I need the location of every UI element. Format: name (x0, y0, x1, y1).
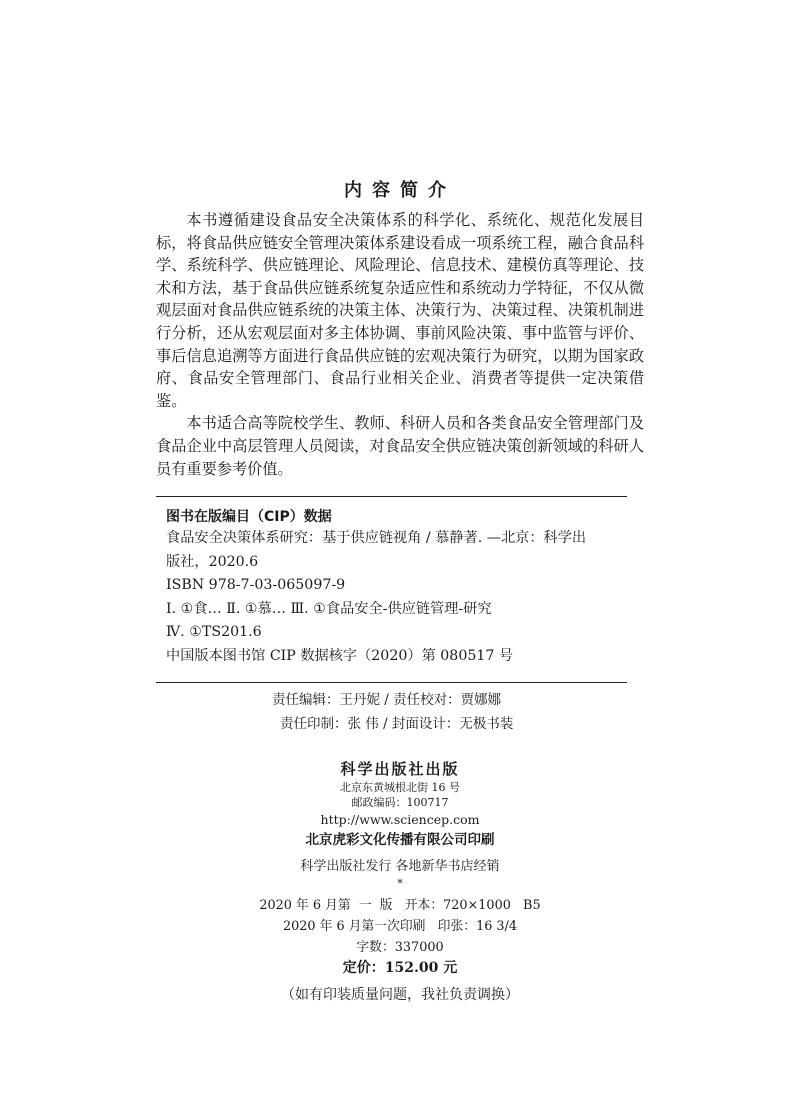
publisher-zip: 邮政编码：100717 (351, 796, 449, 809)
cip-line-record-number: 中国版本图书馆 CIP 数据核字（2020）第 080517 号 (166, 647, 514, 664)
editors-line-1: 责任编辑：王丹妮 / 责任校对：贾娜娜 (272, 692, 502, 708)
printing-line: 2020 年 6 月第一次印刷 印张：16 3/4 (282, 919, 518, 934)
distribution-line: 科学出版社发行 各地新华书店经销 (300, 859, 500, 874)
spec-block (200, 895, 600, 958)
separator-star: * (397, 877, 403, 890)
cip-block (166, 527, 626, 668)
quality-note: （如有印装质量问题，我社负责调换） (281, 987, 519, 1003)
cip-top-rule (156, 496, 627, 497)
cip-title: 图书在版编目（CIP）数据 (166, 509, 332, 525)
intro-paragraph-1: 本书遵循建设食品安全决策体系的科学化、系统化、规范化发展目标，将食品供应链安全管理决策体系建设看成一项系统工程，融合食品科学、系统科学、供应链理论、风险理论、信息技术、建模仿真等理论、技术和方法，基于食品供应链系统复杂适应性和系统动力学特征，不仅从微观层面对食品供应链系统的决策主体、决策行为、决策过程、决策机制进行分析，还从宏观层面对多主体协调、事前风险决策、事中监管与评价、事后信息追溯等方面进行食品供应链的宏观决策行为研究，以期为国家政府、食品安全管理部门、食品行业相关企业、消费者等提供一定决策借鉴。 (156, 211, 644, 410)
printer-name: 北京虎彩文化传播有限公司印刷 (305, 832, 495, 848)
editors-block (272, 688, 513, 736)
publisher-block (200, 758, 600, 889)
word-count-line: 字数：337000 (356, 940, 444, 955)
cip-line-isbn: ISBN 978-7-03-065097-9 (166, 577, 346, 593)
cip-line-classification: Ⅳ. ①TS201.6 (166, 624, 262, 640)
publisher-url: http://www.sciencep.com (320, 812, 480, 827)
cip-line-title: 食品安全决策体系研究：基于供应链视角 / 慕静著. —北京：科学出 (166, 530, 587, 546)
publisher-address: 北京东黄城根北街 16 号 (340, 781, 460, 794)
cip-bottom-rule (156, 682, 627, 683)
cip-line-subjects: Ⅰ. ①食… Ⅱ. ①慕… Ⅲ. ①食品安全-供应链管理-研究 (166, 600, 492, 617)
price-line: 定价：152.00 元 (342, 960, 458, 976)
editors-line-2: 责任印制：张 伟 / 封面设计：无极书装 (280, 716, 514, 732)
edition-line: 2020 年 6 月第 一 版 开本：720×1000 B5 (259, 898, 541, 913)
intro-title: 内容简介 (344, 180, 456, 201)
publisher-name: 科学出版社出版 (340, 760, 460, 778)
intro-text (156, 209, 644, 480)
cip-line-publisher: 版社，2020.6 (166, 553, 259, 570)
intro-paragraph-2: 本书适合高等院校学生、教师、科研人员和各类食品安全管理部门及食品企业中高层管理人员阅读，对食品安全供应链决策创新领域的科研人员有重要参考价值。 (156, 414, 644, 478)
